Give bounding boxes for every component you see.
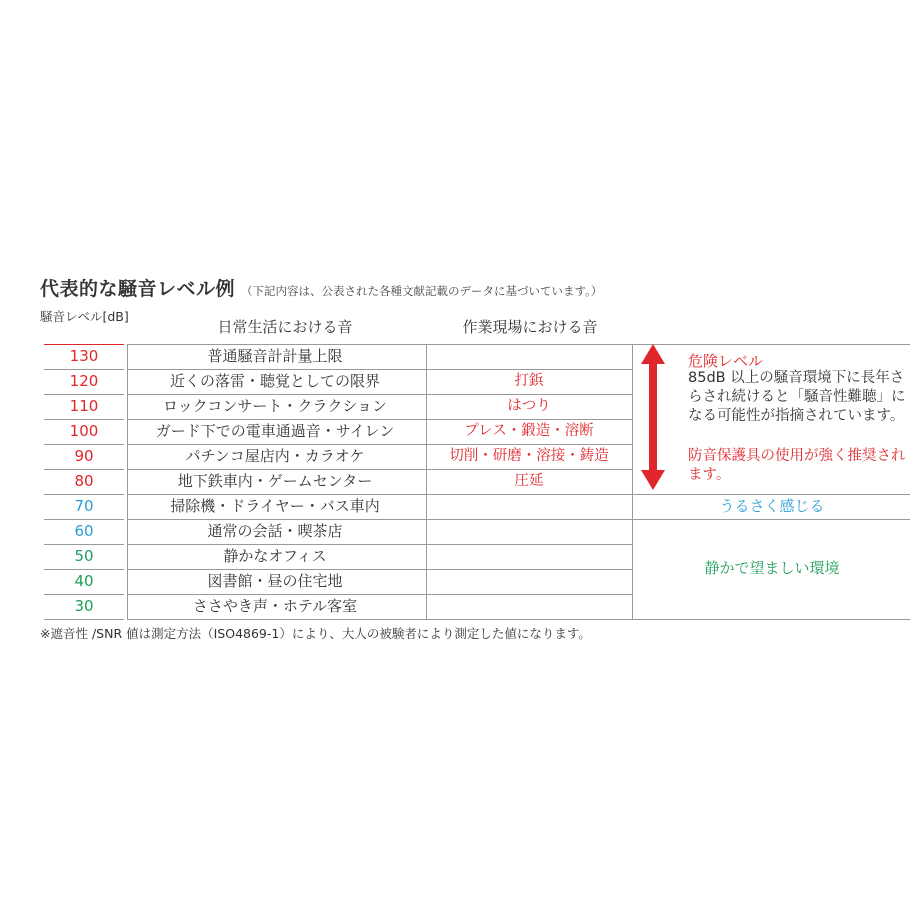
- daily-sound-cell: ガード下での電車通過音・サイレン: [155, 422, 395, 440]
- column-divider: [632, 344, 633, 619]
- row-divider: [44, 619, 124, 620]
- danger-arrow-icon: [640, 342, 666, 492]
- danger-level-title: 危険レベル: [688, 352, 764, 370]
- row-divider: [44, 569, 124, 570]
- header-work: 作業現場における音: [462, 318, 598, 336]
- work-sound-cell: 打鋲: [514, 373, 544, 389]
- level-cell: 120: [69, 372, 99, 390]
- row-divider: [127, 444, 633, 445]
- row-divider: [127, 519, 633, 520]
- zone-divider: [633, 619, 910, 620]
- row-divider: [44, 419, 124, 420]
- level-cell: 90: [74, 447, 94, 465]
- level-cell: 60: [74, 522, 94, 540]
- row-divider: [44, 344, 124, 345]
- row-divider: [44, 394, 124, 395]
- row-divider: [44, 369, 124, 370]
- row-divider: [127, 619, 633, 620]
- daily-sound-cell: 普通騒音計計量上限: [207, 347, 343, 365]
- daily-sound-cell: 図書館・昼の住宅地: [207, 572, 343, 590]
- level-cell: 50: [74, 547, 94, 565]
- level-cell: 80: [74, 472, 94, 490]
- title-main: 代表的な騒音レベル例: [40, 278, 236, 300]
- work-sound-cell: [426, 519, 632, 544]
- daily-sound-cell: ロックコンサート・クラクション: [162, 397, 388, 415]
- row-divider: [127, 369, 633, 370]
- level-cell: 40: [74, 572, 94, 590]
- danger-level-advice: 防音保護具の使用が強く推奨されます。: [688, 448, 906, 483]
- zone-divider: [633, 344, 910, 345]
- table-title: [40, 274, 602, 301]
- header-daily: 日常生活における音: [217, 318, 353, 336]
- level-cell: 70: [74, 497, 94, 515]
- row-divider: [127, 544, 633, 545]
- row-divider: [127, 569, 633, 570]
- daily-sound-cell: 掃除機・ドライヤー・バス車内: [170, 497, 380, 515]
- title-note: （下記内容は、公表された各種文献記載のデータに基づいています。）: [241, 284, 603, 298]
- row-divider: [127, 344, 633, 345]
- daily-sound-cell: ささやき声・ホテル客室: [192, 597, 358, 615]
- work-sound-cell: [426, 544, 632, 569]
- work-sound-cell: 切削・研磨・溶接・鋳造: [449, 448, 609, 464]
- header-level: 騒音レベル[dB]: [40, 309, 129, 324]
- row-divider: [44, 494, 124, 495]
- daily-sound-cell: 通常の会話・喫茶店: [207, 522, 343, 540]
- column-divider: [127, 344, 128, 619]
- row-divider: [127, 494, 633, 495]
- annoying-zone-label: うるさく感じる: [719, 497, 825, 515]
- row-divider: [127, 469, 633, 470]
- work-sound-cell: はつり: [507, 398, 551, 414]
- quiet-zone-label: 静かで望ましい環境: [704, 559, 840, 577]
- level-cell: 100: [69, 422, 99, 440]
- level-cell: 30: [74, 597, 94, 615]
- work-sound-cell: [426, 494, 632, 519]
- row-divider: [127, 394, 633, 395]
- row-divider: [127, 594, 633, 595]
- row-divider: [44, 544, 124, 545]
- work-sound-cell: プレス・鍛造・溶断: [464, 423, 594, 439]
- footnote: ※遮音性 /SNR 値は測定方法（ISO4869-1）により、大人の被験者により測定した値になります。: [40, 626, 591, 641]
- row-divider: [44, 519, 124, 520]
- daily-sound-cell: パチンコ屋店内・カラオケ: [185, 447, 365, 465]
- row-divider: [44, 469, 124, 470]
- row-divider: [44, 594, 124, 595]
- row-divider: [44, 444, 124, 445]
- danger-level-text: 85dB 以上の騒音環境下に長年さらされ続けると「騒音性難聴」になる可能性が指摘されています。: [688, 370, 906, 424]
- work-sound-cell: [426, 344, 632, 369]
- work-sound-cell: [426, 594, 632, 619]
- work-sound-cell: [426, 569, 632, 594]
- daily-sound-cell: 静かなオフィス: [223, 547, 327, 565]
- zone-divider: [633, 519, 910, 520]
- daily-sound-cell: 近くの落雷・聴覚としての限界: [169, 372, 380, 390]
- work-sound-cell: 圧延: [514, 473, 544, 489]
- column-divider: [426, 344, 427, 619]
- level-cell: 110: [69, 397, 99, 415]
- daily-sound-cell: 地下鉄車内・ゲームセンター: [177, 472, 373, 490]
- level-cell: 130: [69, 347, 99, 365]
- row-divider: [127, 419, 633, 420]
